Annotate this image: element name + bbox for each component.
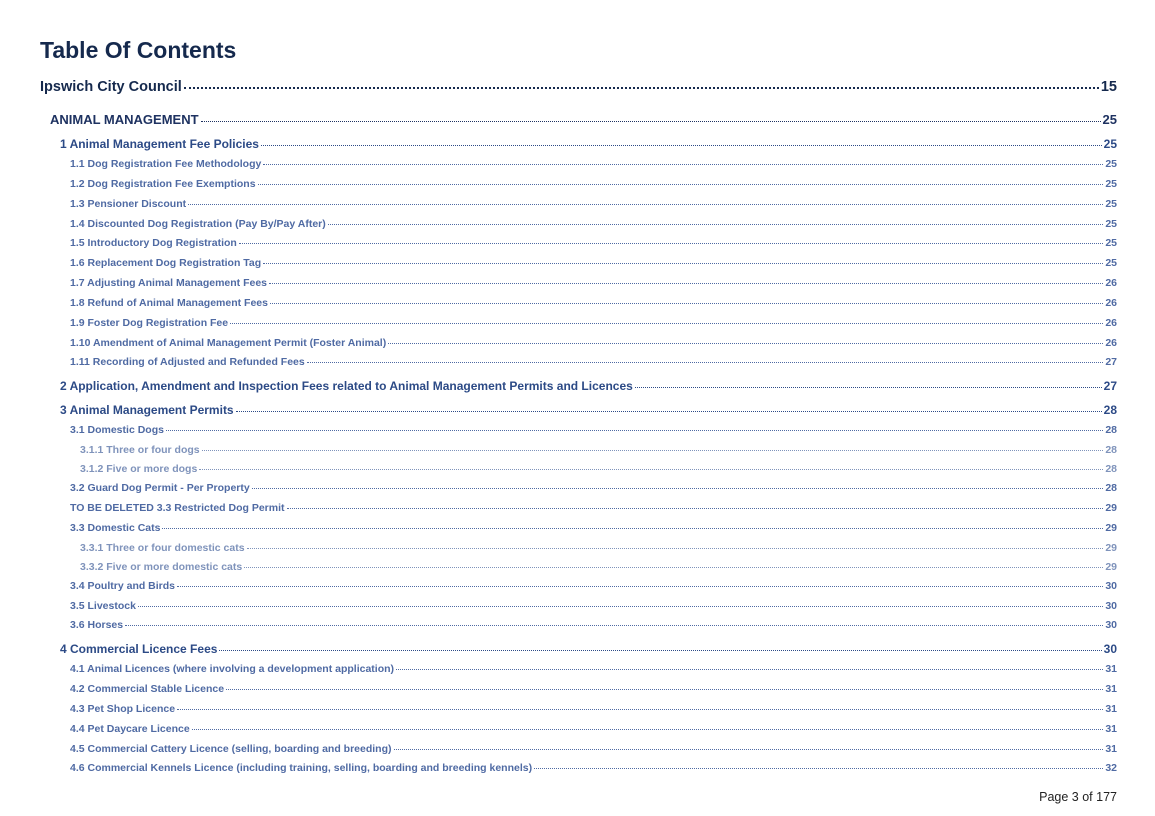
dot-leader	[192, 729, 1104, 730]
toc-entry-title: 3 Animal Management Permits	[60, 403, 234, 418]
toc-entry-title: 3.1.1 Three or four dogs	[80, 444, 200, 457]
toc-entry-page-number: 28	[1105, 424, 1117, 437]
toc-entry-title: 1.1 Dog Registration Fee Methodology	[70, 158, 262, 170]
toc-entry-page-number: 29	[1105, 521, 1117, 534]
toc-entry[interactable]	[0, 400, 1117, 421]
toc-entry-title: 4.4 Pet Daycare Licence	[70, 722, 190, 735]
toc-entry-page-number: 28	[1105, 482, 1117, 495]
toc-entry-title: 1.2 Dog Registration Fee Exemptions	[70, 177, 256, 190]
dot-leader	[166, 430, 1103, 431]
toc-entry-title: 4.5 Commercial Cattery Licence (selling, boarding and breeding)	[70, 742, 392, 755]
toc-entry-title: 1.6 Replacement Dog Registration Tag	[70, 257, 262, 270]
toc-entry-page-number: 31	[1105, 722, 1117, 735]
toc-entry[interactable]	[0, 274, 1117, 294]
toc-entry[interactable]	[0, 499, 1117, 519]
toc-entry[interactable]	[0, 720, 1117, 740]
toc-entry-page-number: 25	[1105, 177, 1117, 190]
toc-entry-title: 1.10 Amendment of Animal Management Permit (Foster Animal)	[70, 336, 387, 349]
toc-entry[interactable]	[0, 314, 1117, 334]
dot-leader	[184, 87, 1099, 89]
toc-entry[interactable]	[0, 558, 1117, 577]
toc-entry-page-number: 25	[1103, 137, 1117, 151]
dot-leader	[202, 450, 1104, 451]
toc-entry-page-number: 29	[1105, 541, 1117, 554]
toc-entry-title: 3.5 Livestock	[70, 599, 136, 612]
toc-entry-title: 3.4 Poultry and Birds	[70, 579, 176, 592]
toc-entry-page-number: 25	[1105, 257, 1117, 270]
toc-entry[interactable]	[0, 175, 1117, 195]
toc-entry-page-number: 15	[1100, 79, 1117, 95]
toc-entry-title: 1.9 Foster Dog Registration Fee	[70, 316, 229, 329]
dot-leader	[269, 283, 1103, 284]
toc-entry-page-number: 31	[1105, 702, 1117, 715]
toc-entry-title: 1.4 Discounted Dog Registration (Pay By/Pay After)	[70, 217, 326, 230]
toc-entry-title: 4 Commercial Licence Fees	[60, 642, 218, 657]
page-number: Page 3 of 177	[1039, 790, 1117, 804]
dot-leader	[307, 362, 1104, 363]
toc-entry-title: 1.7 Adjusting Animal Management Fees	[70, 277, 268, 290]
toc-entry-title: 3.3.1 Three or four domestic cats	[80, 541, 245, 554]
toc-entry-title: 3.3.2 Five or more domestic cats	[80, 560, 243, 573]
dot-leader	[226, 689, 1103, 690]
toc-entry-page-number: 25	[1102, 112, 1117, 127]
toc-entry[interactable]	[0, 294, 1117, 314]
dot-leader	[258, 184, 1104, 185]
toc-entry[interactable]	[0, 680, 1117, 700]
dot-leader	[125, 625, 1103, 626]
toc-entry-page-number: 25	[1105, 217, 1117, 230]
dot-leader	[534, 768, 1103, 769]
toc-entry-title: ANIMAL MANAGEMENT	[50, 112, 199, 127]
toc-entry[interactable]	[0, 639, 1117, 660]
toc-entry-title: 4.3 Pet Shop Licence	[70, 702, 176, 715]
toc-entry-title: 1 Animal Management Fee Policies	[60, 137, 259, 151]
toc-entry-title: 1.8 Refund of Animal Management Fees	[70, 296, 268, 309]
toc-entry[interactable]	[0, 519, 1117, 539]
toc-entry[interactable]	[0, 460, 1117, 479]
dot-leader	[394, 749, 1104, 750]
toc-entry-page-number: 30	[1105, 599, 1117, 612]
toc-entry-page-number: 31	[1105, 683, 1117, 696]
toc-entry[interactable]	[0, 421, 1117, 441]
toc-entry-page-number: 25	[1105, 237, 1117, 250]
dot-leader	[199, 469, 1103, 470]
toc-entry[interactable]	[0, 353, 1117, 373]
toc-entry-page-number: 27	[1105, 356, 1117, 369]
page-title: Table Of Contents	[40, 37, 237, 63]
toc-entry-page-number: 25	[1105, 197, 1117, 210]
toc-entry[interactable]	[0, 215, 1117, 235]
dot-leader	[219, 650, 1101, 651]
toc-entry[interactable]	[0, 109, 1117, 131]
toc-entry[interactable]	[0, 577, 1117, 597]
toc-entry[interactable]	[0, 740, 1117, 760]
dot-leader	[252, 488, 1104, 489]
toc-entry-title: 3.6 Horses	[70, 619, 124, 632]
toc-entry[interactable]	[0, 616, 1117, 636]
toc-entry[interactable]	[0, 597, 1117, 617]
dot-leader	[230, 323, 1103, 324]
dot-leader	[388, 343, 1103, 344]
dot-leader	[263, 164, 1103, 165]
dot-leader	[138, 606, 1103, 607]
toc-entry[interactable]	[0, 195, 1117, 215]
toc-entry-title: 4.1 Animal Licences (where involving a development application)	[70, 663, 395, 676]
toc-entry[interactable]	[0, 155, 1117, 175]
toc-entry-title: 4.2 Commercial Stable Licence	[70, 683, 225, 696]
toc-entry-page-number: 30	[1103, 642, 1117, 657]
toc-entry-title: 3.2 Guard Dog Permit - Per Property	[70, 482, 250, 495]
table-of-contents	[0, 76, 1155, 779]
toc-entry[interactable]	[0, 134, 1117, 155]
toc-entry-page-number: 26	[1105, 296, 1117, 309]
toc-entry-title: 1.11 Recording of Adjusted and Refunded Fees	[70, 356, 305, 369]
toc-entry-title: 1.5 Introductory Dog Registration	[70, 237, 237, 250]
toc-entry[interactable]	[0, 539, 1117, 558]
dot-leader	[270, 303, 1103, 304]
toc-entry-title: 3.1.2 Five or more dogs	[80, 463, 198, 476]
dot-leader	[236, 411, 1102, 412]
dot-leader	[201, 121, 1101, 122]
toc-entry[interactable]	[0, 759, 1117, 779]
dot-leader	[328, 224, 1104, 225]
toc-entry-page-number: 28	[1103, 403, 1117, 418]
toc-entry-page-number: 28	[1105, 463, 1117, 476]
toc-entry-page-number: 31	[1105, 663, 1117, 676]
toc-entry-page-number: 27	[1103, 379, 1117, 394]
toc-entry[interactable]	[0, 76, 1117, 99]
dot-leader	[244, 567, 1103, 568]
toc-entry-page-number: 32	[1105, 762, 1117, 775]
toc-entry[interactable]	[0, 334, 1117, 354]
dot-leader	[177, 586, 1103, 587]
toc-entry-page-number: 29	[1105, 501, 1117, 514]
dot-leader	[177, 709, 1103, 710]
toc-entry-page-number: 29	[1105, 560, 1117, 573]
toc-entry-page-number: 30	[1105, 619, 1117, 632]
toc-entry-title: 1.3 Pensioner Discount	[70, 197, 187, 210]
toc-entry-page-number: 26	[1105, 336, 1117, 349]
toc-entry-page-number: 26	[1105, 277, 1117, 290]
dot-leader	[263, 263, 1103, 264]
toc-entry-title: 2 Application, Amendment and Inspection Fees related to Animal Management Permits and Licences	[60, 379, 633, 394]
toc-entry[interactable]	[0, 234, 1117, 254]
toc-entry-title: 3.1 Domestic Dogs	[70, 424, 164, 437]
dot-leader	[188, 204, 1103, 205]
toc-entry[interactable]	[0, 376, 1117, 397]
toc-entry-title: 3.3 Domestic Cats	[70, 521, 161, 534]
dot-leader	[635, 387, 1102, 388]
dot-leader	[396, 669, 1103, 670]
toc-entry[interactable]	[0, 254, 1117, 274]
dot-leader	[287, 508, 1104, 509]
toc-entry-page-number: 31	[1105, 742, 1117, 755]
toc-entry[interactable]	[0, 660, 1117, 680]
dot-leader	[162, 528, 1103, 529]
toc-entry[interactable]	[0, 700, 1117, 720]
toc-entry-page-number: 26	[1105, 316, 1117, 329]
toc-entry-page-number: 30	[1105, 579, 1117, 592]
toc-entry-page-number: 28	[1105, 444, 1117, 457]
toc-entry[interactable]	[0, 441, 1117, 460]
dot-leader	[247, 548, 1104, 549]
toc-entry[interactable]	[0, 479, 1117, 499]
toc-entry-title: TO BE DELETED 3.3 Restricted Dog Permit	[70, 501, 285, 514]
toc-entry-page-number: 25	[1105, 158, 1117, 170]
dot-leader	[239, 243, 1103, 244]
toc-entry-title: Ipswich City Council	[40, 79, 182, 95]
toc-entry-title: 4.6 Commercial Kennels Licence (including training, selling, boarding and breeding kennels)	[70, 762, 533, 775]
dot-leader	[261, 145, 1102, 146]
